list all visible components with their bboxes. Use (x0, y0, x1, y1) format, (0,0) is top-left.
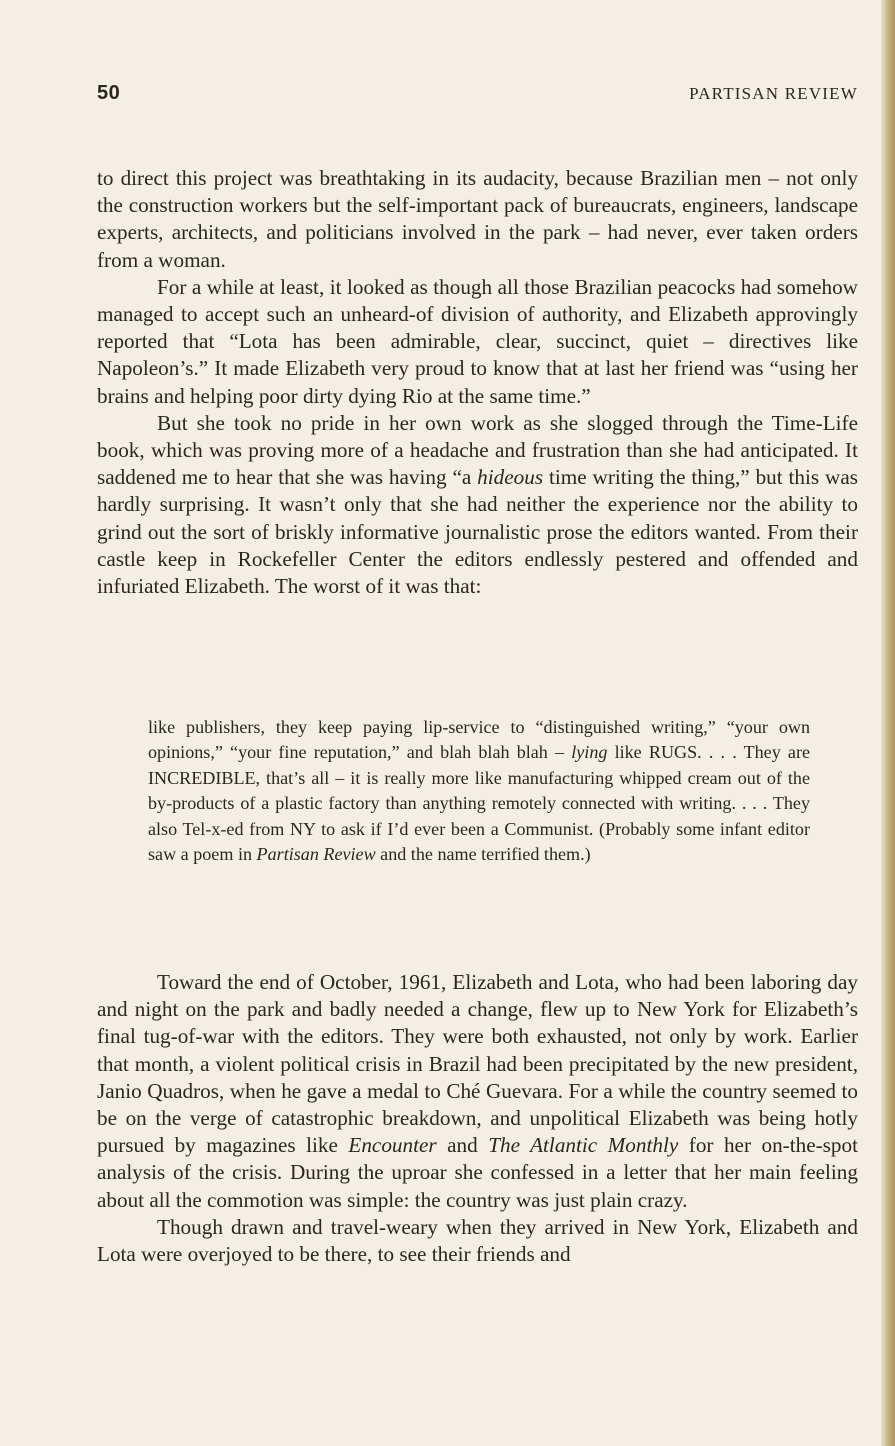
paragraph-3-text-a: But she took no pride in her own work as she slogged through the Time-Life book, which was proving more of a headache and frustration than she had anticipated. It saddened me to hear that she was having “a (97, 410, 858, 490)
paragraph-2: For a while at least, it looked as though all those Brazilian peacocks had somehow managed to accept such an unheard-of division of authority, and Elizabeth approvingly reported that “Lota has been admirable, clear, succinct, quiet – directives like Napoleon’s.” It made Elizabeth very proud to know that at last her friend was “using her brains and helping poor dirty dying Rio at the same time.” (97, 274, 858, 408)
quote-emphasis-lying: lying (571, 742, 608, 763)
running-title: PARTISAN REVIEW (689, 84, 858, 103)
paragraph-4-text-c: for her on-the-spot analysis of the crisis. During the uproar she confessed in a letter that her main feeling about all the commotion was simple: the country was just plain crazy. (97, 1133, 858, 1212)
quote-text-a: like publishers, they keep paying lip-service to “distinguished writing,” “your own opinions,” “your fine reputation,” and blah blah blah – (148, 717, 810, 763)
paragraph-3 (97, 410, 858, 600)
paragraph-4-text-a: Toward the end of October, 1961, Elizabeth and Lota, who had been laboring day and night on the park and badly needed a change, flew up to New York for Elizabeth’s final tug-of-war with the editors. They were both exhausted, not only by work. Earlier that month, a violent political crisis in Brazil had been precipitated by the new president, Janio Quadros, when he gave a medal to Ché Guevara. For a while the country seemed to be on the verge of catastrophic breakdown, and unpolitical Elizabeth was being hotly pursued by magazines like (97, 970, 858, 1158)
paragraph-3-text-b: time writing the thing,” but this was hardly surprising. It wasn’t only that she had neither the experience nor the ability to grind out the sort of briskly informative journalistic prose the editors wanted. From their castle keep in Rockefeller Center the editors endlessly pestered and offended and infuriated Elizabeth. The worst of it was that: (97, 465, 859, 599)
paragraph-4 (97, 969, 858, 1214)
block-quote-text (148, 715, 810, 867)
quote-text-c: and the name terrified them.) (375, 844, 591, 865)
page-edge (881, 0, 895, 1446)
title-encounter: Encounter (348, 1133, 437, 1158)
quote-title-partisan-review: Partisan Review (256, 844, 376, 865)
page-number: 50 (97, 82, 121, 104)
page-header (97, 82, 858, 112)
paragraph-1: to direct this project was breathtaking in its audacity, because Brazilian men – not only the construction workers but the self-important pack of bureaucrats, engineers, landscape experts, architects, and politicians involved in the park – had never, ever taken orders from a woman. (97, 166, 858, 272)
title-atlantic-monthly: The Atlantic Monthly (488, 1133, 679, 1158)
block-quote (148, 715, 810, 867)
paragraph-3-emphasis: hideous (477, 465, 544, 490)
paragraph-4-text-b: and (436, 1133, 489, 1158)
paragraph-5: Though drawn and travel-weary when they arrived in New York, Elizabeth and Lota were overjoyed to be there, to see their friends and (97, 1214, 858, 1267)
body-text-lower (97, 969, 858, 1268)
body-text-upper (97, 165, 858, 600)
quote-text-b: like RUGS. . . . They are INCREDIBLE, that’s all – it is really more like manufacturing whipped cream out of the by-products of a plastic factory than anything remotely connected with writing. . . . They also Tel-x-ed from NY to ask if I’d ever been a Communist. (Probably some infant editor saw a poem in (148, 742, 810, 865)
